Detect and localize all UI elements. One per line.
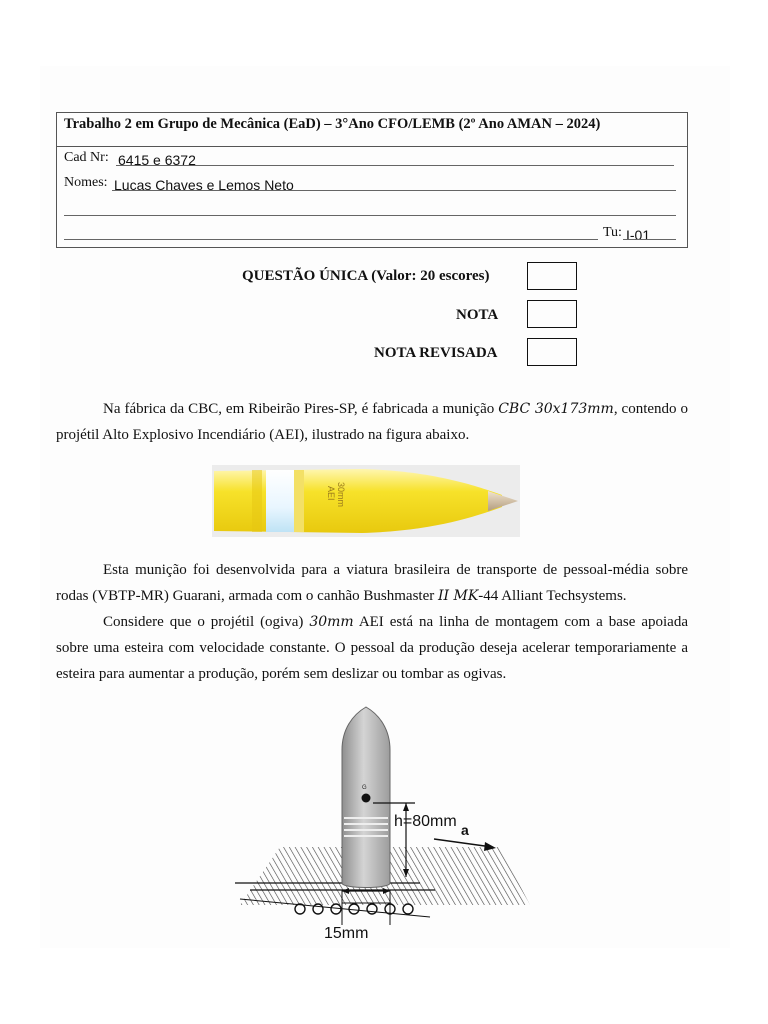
projectile-photo — [212, 465, 520, 537]
nomes-value: Lucas Chaves e Lemos Neto — [114, 177, 294, 193]
acceleration-label: a — [461, 822, 469, 838]
nota-box — [527, 300, 577, 328]
photo-marking-caliber: 30mm — [336, 482, 346, 508]
height-label: h=80mm — [394, 813, 457, 830]
acceleration-arrow — [434, 839, 492, 847]
caliber-value: 30mm — [309, 614, 354, 630]
ammo-designation: CBC 30x173mm — [498, 401, 614, 417]
cannon-model: II MK — [437, 588, 479, 604]
question-score-box — [527, 262, 577, 290]
conveyor-diagram — [230, 705, 540, 945]
tu-label: Tu: — [603, 225, 622, 240]
nota-revisada-box — [527, 338, 577, 366]
nomes-label: Nomes: — [64, 175, 108, 190]
tu-line — [623, 239, 676, 240]
center-of-gravity-marker — [362, 794, 371, 803]
header-divider — [57, 146, 687, 147]
blank-line-2 — [64, 239, 598, 240]
tu-value: I-01 — [626, 227, 651, 243]
width-label: 15mm — [324, 925, 369, 942]
photo-marking-type: AEI — [326, 486, 336, 501]
nota-label: NOTA — [456, 307, 499, 323]
cad-label: Cad Nr: — [64, 150, 109, 165]
question-title: QUESTÃO ÚNICA (Valor: 20 escores) — [242, 268, 490, 284]
nota-revisada-label: NOTA REVISADA — [374, 345, 498, 361]
cad-value: 6415 e 6372 — [118, 152, 196, 168]
assignment-title: Trabalho 2 em Grupo de Mecânica (EaD) – 3°Ano CFO/LEMB (2º Ano AMAN – 2024) — [64, 116, 601, 132]
paragraph-vehicle: Esta munição foi desenvolvida para a viatura brasileira de transporte de pessoal-média sobre rodas (VBTP-MR) Guarani, armada com o canhão Bushmaster II MK-44 Alliant Techsystems. — [56, 562, 688, 604]
projectile-figure — [342, 707, 390, 888]
blank-line-1 — [64, 215, 676, 216]
paragraph-problem: Considere que o projétil (ogiva) 30mm AEI está na linha de montagem com a base apoiada sobre uma esteira com velocidade constante. O pessoal da produção deseja acelerar temporariamente a esteira para aumentar a produção, porém sem deslizar ou tombar as ogivas. — [56, 614, 688, 682]
cg-label: G — [362, 785, 367, 791]
assignment-header — [56, 112, 688, 248]
cad-line — [116, 165, 674, 166]
nomes-line — [112, 190, 676, 191]
paragraph-intro: Na fábrica da CBC, em Ribeirão Pires-SP, é fabricada a munição CBC 30x173mm, contendo o projétil Alto Explosivo Incendiário (AEI), ilustrado na figura abaixo. — [56, 401, 688, 443]
